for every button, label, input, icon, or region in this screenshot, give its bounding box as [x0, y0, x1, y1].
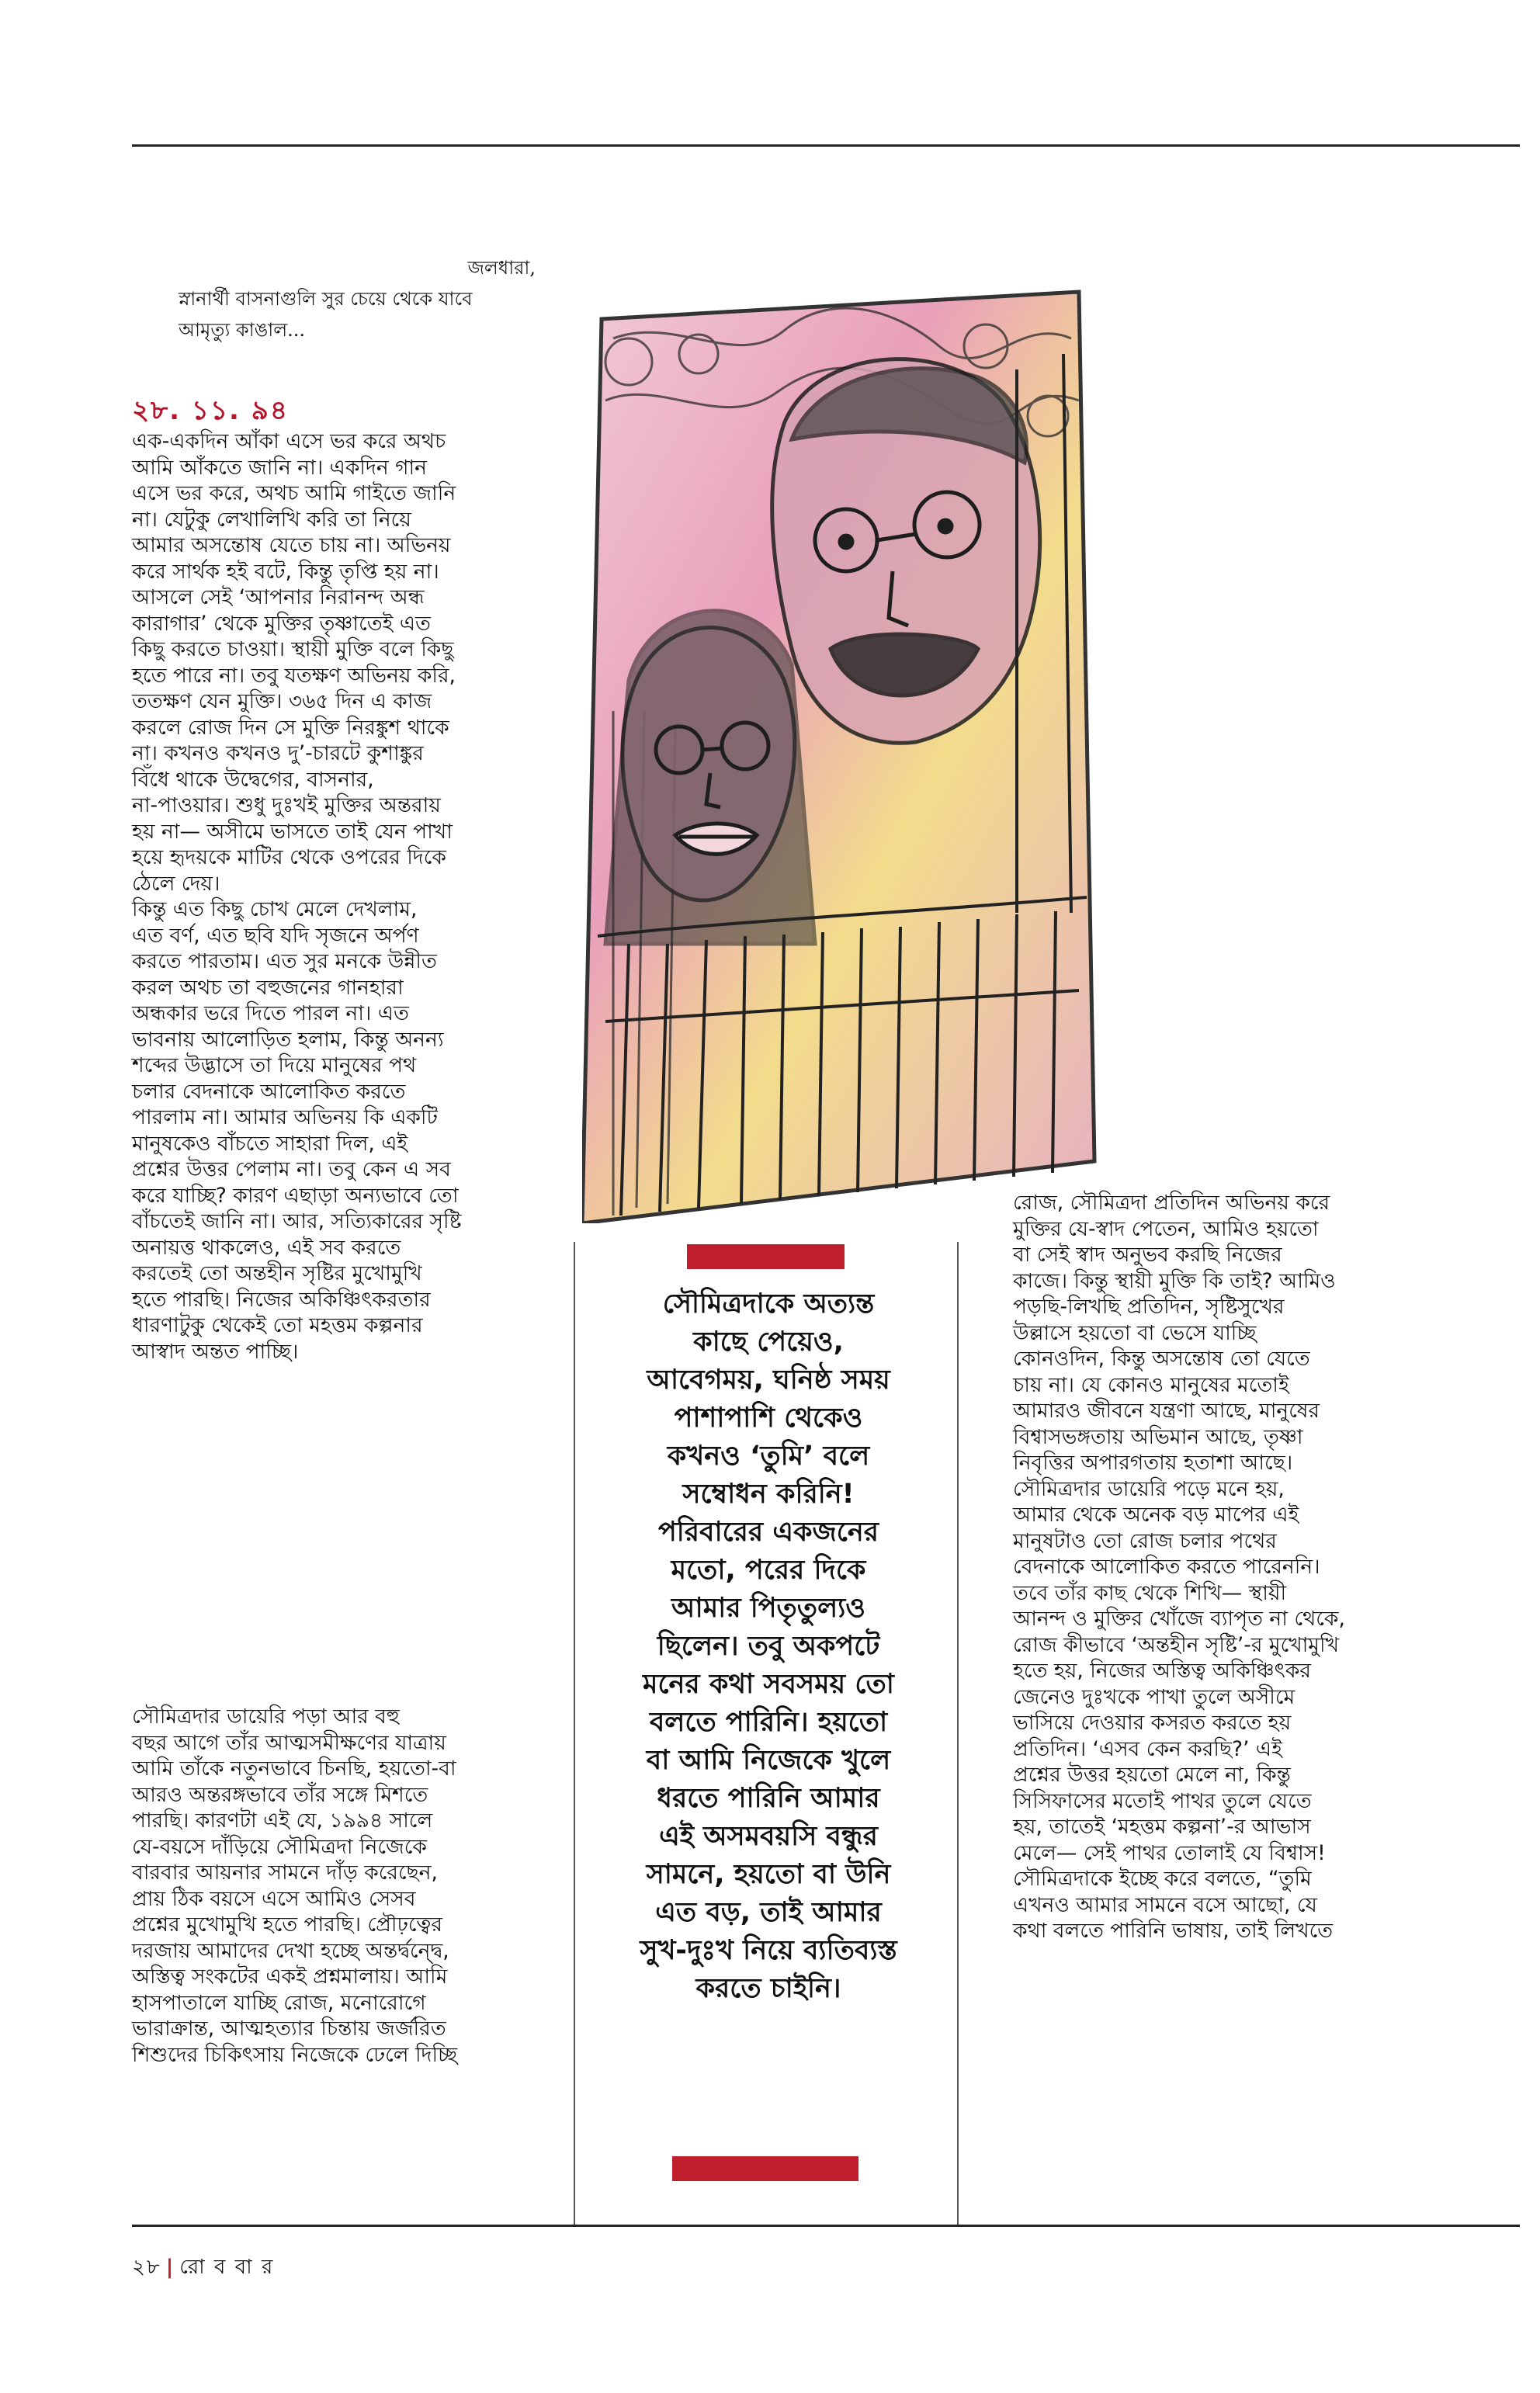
text-line: আরও অন্তরঙ্গভাবে তাঁর সঙ্গে মিশতে [132, 1782, 428, 1807]
text-line: হতে হয়, নিজের অস্তিত্ব অকিঞ্চিৎকর [1013, 1659, 1311, 1683]
pull-quote-line: আমার পিতৃতুল্যও [671, 1593, 866, 1624]
pull-quote-bottom-bar [672, 2156, 858, 2181]
text-line: প্রায় ঠিক বয়সে এসে আমিও সেসব [132, 1886, 416, 1911]
text-line: ধারণাটুকু থেকেই তো মহত্তম কল্পনার [132, 1313, 423, 1337]
pull-quote-line: করতে চাইনি। [695, 1973, 841, 2004]
folio-separator: | [165, 2256, 175, 2279]
text-line: রোজ কীভাবে ‘অন্তহীন সৃষ্টি’-র মুখোমুখি [1013, 1632, 1340, 1657]
text-line: সিসিফাসের মতোই পাথর তুলে যেতে [1013, 1788, 1312, 1813]
text-line: শব্দের উদ্ভাসে তা দিয়ে মানুষের পথ [132, 1053, 417, 1077]
text-line: ভারাক্রান্ত, আত্মহত্যার চিন্তায় জর্জরিত [132, 2017, 446, 2041]
text-line: আমি তাঁকে নতুনভাবে চিনছি, হয়তো-বা [132, 1757, 456, 1781]
text-line: বিশ্বাসভঙ্গতায় অভিমান আছে, তৃষ্ণা [1013, 1424, 1303, 1449]
pull-quote-line: পাশাপাশি থেকেও [674, 1403, 863, 1434]
woman-face [605, 611, 815, 944]
magazine-name: রো ব বা র [179, 2256, 275, 2279]
text-line: দরজায় আমাদের দেখা হচ্ছে অন্তর্দ্বন্দ্বে, [132, 1938, 449, 1963]
text-line: বেদনাকে আলোকিত করতে পারেননি। [1013, 1555, 1320, 1579]
man-face [772, 359, 1040, 744]
pull-quote-line: বা আমি নিজেকে খুলে [646, 1745, 891, 1776]
text-line: হয়, তাতেই ‘মহত্তম কল্পনা’-র আভাস [1013, 1815, 1311, 1839]
text-line: মানুষটাও তো রোজ চলার পথের [1013, 1528, 1277, 1553]
diary-date: ২৮. ১১. ৯৪ [132, 395, 289, 426]
text-line: মানুষকেও বাঁচতে সাহারা দিল, এই [132, 1131, 408, 1156]
pull-quote-line: এই অসমবয়সি বন্ধুর [659, 1821, 878, 1852]
page-folio [132, 2251, 274, 2285]
text-line: কোনওদিন, কিন্তু অসন্তোষ তো যেতে [1013, 1347, 1310, 1371]
text-line: আমার অসন্তোষ যেতে চায় না। অভিনয় [132, 533, 451, 557]
column-divider-right [957, 1242, 959, 2225]
text-line: মেলে— সেই পাথর তোলাই যে বিশ্বাস! [1013, 1840, 1326, 1865]
column-divider-left [574, 1242, 575, 2225]
text-line: ভাসিয়ে দেওয়ার কসরত করতে হয় [1013, 1711, 1292, 1735]
text-line: এত বর্ণ, এত ছবি যদি সৃজনে অর্পণ [132, 923, 419, 948]
pull-quote-line: সৌমিত্রদাকে অত্যন্ত [662, 1288, 875, 1320]
pull-quote-line: এত বড়, তাই আমার [655, 1897, 882, 1928]
text-line: করতে পারতাম। এত সুর মনকে উন্নীত [132, 949, 437, 973]
text-line: করল অথচ তা বহুজনের গানহারা [132, 975, 404, 1000]
text-line: ভাবনায় আলোড়িত হলাম, কিন্তু অনন্য [132, 1027, 444, 1052]
text-line: এখনও আমার সামনে বসে আছো, যে [1013, 1892, 1317, 1917]
text-line: বাঁচতেই জানি না। আর, সত্যিকারের সৃষ্টি [132, 1209, 462, 1233]
text-line: মুক্তির যে-স্বাদ পেতেন, আমিও হয়তো [1013, 1216, 1319, 1241]
top-rule [132, 144, 1520, 147]
pull-quote-line: কখনও ‘তুমি’ বলে [667, 1441, 870, 1472]
essay-column-right [1013, 1190, 1479, 1944]
text-line: আমি আঁকতে জানি না। একদিন গান [132, 455, 427, 480]
text-line: বারবার আয়নার সামনে দাঁড় করেছেন, [132, 1861, 438, 1885]
text-line: কিছু করতে চাওয়া। স্থায়ী মুক্তি বলে কিছু [132, 637, 454, 661]
text-line: চলার বেদনাকে আলোকিত করতে [132, 1079, 406, 1104]
text-line: বা সেই স্বাদ অনুভব করছি নিজের [1013, 1243, 1282, 1267]
pull-quote-top-bar [687, 1244, 845, 1269]
pull-quote-line: ছিলেন। তবু অকপটে [657, 1631, 880, 1662]
pull-quote-line: সম্বোধন করিনি! [682, 1479, 855, 1510]
text-line: না। কখনও কখনও দু’-চারটে কুশাঙ্কুর [132, 741, 424, 765]
pull-quote-line: আবেগময়, ঘনিষ্ঠ সময় [647, 1365, 890, 1396]
pull-quote [581, 1285, 956, 2008]
text-line: নিবৃত্তির অপারগতায় হতাশা আছে। [1013, 1451, 1293, 1475]
epigraph-line: স্নানার্থী বাসনাগুলি সুর চেয়ে থেকে যাবে [179, 288, 473, 310]
text-line: আসলে সেই ‘আপনার নিরানন্দ অন্ধ [132, 585, 425, 609]
text-line: হতে পারছি। নিজের অকিঞ্চিৎকরতার [132, 1287, 431, 1312]
text-line: সৌমিত্রদার ডায়েরি পড়ে মনে হয়, [1013, 1476, 1285, 1501]
text-line: হয় না— অসীমে ভাসতে তাই যেন পাখা [132, 819, 453, 844]
pull-quote-line: ধরতে পারিনি আমার [657, 1783, 880, 1814]
text-line: কাজে। কিন্তু স্থায়ী মুক্তি কি তাই? আমিও [1013, 1268, 1336, 1293]
text-line: যে-বয়সে দাঁড়িয়ে সৌমিত্রদা নিজেকে [132, 1834, 427, 1859]
text-line: শিশুদের চিকিৎসায় নিজেকে ঢেলে দিচ্ছি [132, 2042, 458, 2067]
bottom-rule [132, 2225, 1520, 2227]
text-line: কথা বলতে পারিনি ভাষায়, তাই লিখতে [1013, 1919, 1334, 1943]
text-line: আস্বাদ অন্তত পাচ্ছি। [132, 1339, 299, 1364]
text-line: তবে তাঁর কাছ থেকে শিখি— স্থায়ী [1013, 1580, 1287, 1605]
text-line: করতেই তো অন্তহীন সৃষ্টির মুখোমুখি [132, 1261, 422, 1285]
text-line: কারাগার’ থেকে মুক্তির তৃষ্ণাতেই এত [132, 611, 431, 636]
pull-quote-line: মতো, পরের দিকে [671, 1555, 866, 1586]
epigraph [132, 252, 536, 345]
portrait-drawing [582, 245, 1098, 1223]
text-line: প্রতিদিন। ‘এসব কেন করছি?’ এই [1013, 1736, 1282, 1761]
text-line: ততক্ষণ যেন মুক্তি। ৩৬৫ দিন এ কাজ [132, 689, 432, 713]
text-line: কিন্তু এত কিছু চোখ মেলে দেখলাম, [132, 897, 418, 921]
text-line: সৌমিত্রদাকে ইচ্ছে করে বলতে, “তুমি [1013, 1867, 1312, 1891]
pull-quote-line: সুখ-দুঃখ নিয়ে ব্যতিব্যস্ত [640, 1935, 897, 1966]
pull-quote-line: মনের কথা সবসময় তো [643, 1669, 894, 1700]
epigraph-line: আমৃত্যু কাঙাল... [179, 319, 305, 341]
text-line: এক-একদিন আঁকা এসে ভর করে অথচ [132, 429, 446, 453]
text-line: প্রশ্নের উত্তর হয়তো মেলে না, কিন্তু [1013, 1763, 1291, 1787]
text-line: আমারও জীবনে যন্ত্রণা আছে, মানুষের [1013, 1399, 1320, 1423]
text-line: জেনেও দুঃখকে পাখা তুলে অসীমে [1013, 1684, 1295, 1709]
text-line: অস্তিত্ব সংকটের একই প্রশ্নমালায়। আমি [132, 1965, 448, 1989]
text-line: অন্ধকার ভরে দিতে পারল না। এত [132, 1001, 409, 1025]
pull-quote-line: পরিবারের একজনের [657, 1517, 879, 1548]
text-line: না-পাওয়ার। শুধু দুঃখই মুক্তির অন্তরায় [132, 793, 441, 817]
text-line: পারছি। কারণটা এই যে, ১৯৯৪ সালে [132, 1809, 433, 1833]
text-line: এসে ভর করে, অথচ আমি গাইতে জানি [132, 481, 456, 505]
page-number: ২৮ [132, 2256, 161, 2279]
diary-entry-column [132, 428, 555, 1365]
text-line: হতে পারে না। তবু যতক্ষণ অভিনয় করি, [132, 663, 456, 688]
text-line: বছর আগে তাঁর আত্মসমীক্ষণের যাত্রায় [132, 1730, 446, 1755]
pull-quote-line: বলতে পারিনি। হয়তো [649, 1707, 888, 1738]
text-line: অনায়ত্ত থাকলেও, এই সব করতে [132, 1235, 401, 1260]
text-line: করে সার্থক হই বটে, কিন্তু তৃপ্তি হয় না। [132, 559, 439, 584]
text-line: প্রশ্নের মুখোমুখি হতে পারছি। প্রৌঢ়ত্বের [132, 1913, 442, 1937]
text-line: বিঁধে থাকে উদ্বেগের, বাসনার, [132, 767, 374, 792]
text-line: হাসপাতালে যাচ্ছি রোজ, মনোরোগে [132, 1990, 426, 2015]
text-line: সৌমিত্রদার ডায়েরি পড়া আর বহু [132, 1705, 400, 1729]
text-line: করলে রোজ দিন সে মুক্তি নিরঙ্কুশ থাকে [132, 715, 449, 740]
text-line: করে যাচ্ছি? কারণ এছাড়া অন্যভাবে তো [132, 1183, 459, 1208]
text-line: আমার থেকে অনেক বড় মাপের এই [1013, 1503, 1299, 1527]
text-line: পারলাম না। আমার অভিনয় কি একটি [132, 1105, 438, 1129]
text-line: উল্লাসে হয়তো বা ভেসে যাচ্ছি [1013, 1320, 1257, 1345]
essay-column-left [132, 1704, 555, 2068]
text-line: না। যেটুকু লেখালিখি করি তা নিয়ে [132, 507, 411, 532]
text-line: রোজ, সৌমিত্রদা প্রতিদিন অভিনয় করে [1013, 1191, 1330, 1215]
text-line: পড়ছি-লিখছি প্রতিদিন, সৃষ্টিসুখের [1013, 1295, 1285, 1319]
text-line: ঠেলে দেয়। [132, 871, 220, 896]
text-line: হয়ে হৃদয়কে মাটির থেকে ওপরের দিকে [132, 845, 446, 869]
epigraph-line: জলধারা, [467, 257, 536, 279]
text-line: চায় না। যে কোনও মানুষের মতোই [1013, 1372, 1289, 1397]
pull-quote-line: সামনে, হয়তো বা উনি [646, 1859, 891, 1890]
text-line: আনন্দ ও মুক্তির খোঁজে ব্যাপৃত না থেকে, [1013, 1607, 1345, 1631]
text-line: প্রশ্নের উত্তর পেলাম না। তবু কেন এ সব [132, 1157, 451, 1181]
pull-quote-line: কাছে পেয়েও, [693, 1327, 844, 1358]
